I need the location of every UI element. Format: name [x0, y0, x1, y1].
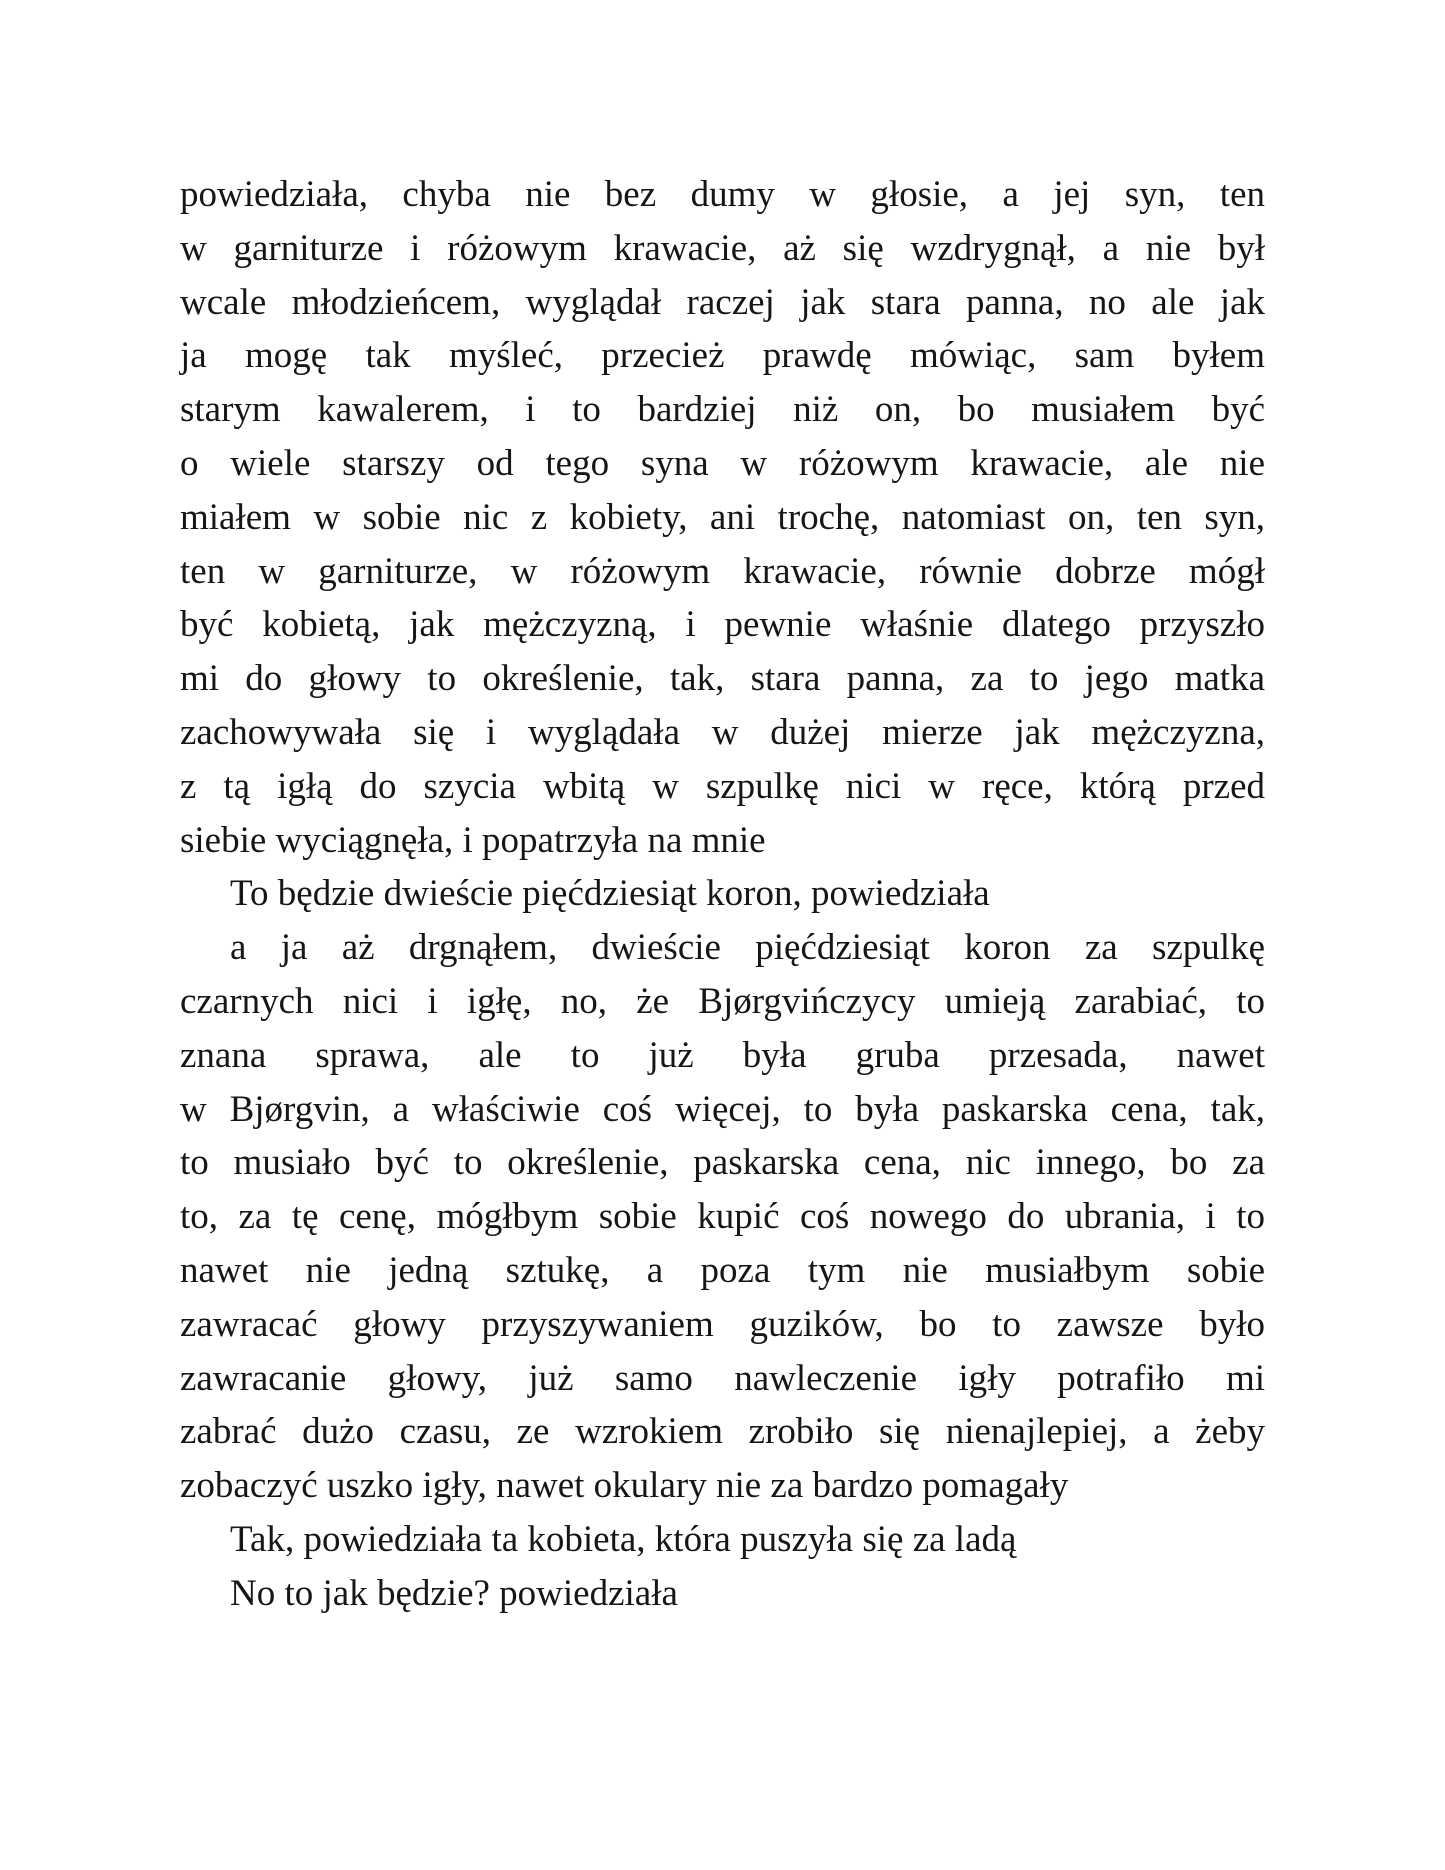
text-line-3: wcale młodzieńcem, wyglądał raczej jak stara panna, no ale jak — [180, 281, 1265, 323]
text-line-1: powiedziała, chyba nie bez dumy w głosie, a jej syn, ten — [180, 174, 1265, 215]
text-line-12: z tą igłą do szycia wbitą w szpulkę nici w ręce, którą przed — [180, 765, 1265, 807]
text-line-20: to, za tę cenę, mógłbym sobie kupić coś nowego do ubrania, i to — [180, 1196, 1265, 1238]
text-line-24: zabrać dużo czasu, ze wzrokiem zrobiło się nienajlepiej, a żeby — [180, 1411, 1265, 1453]
text-line-10: mi do głowy to określenie, tak, stara panna, za to jego matka — [180, 658, 1265, 700]
text-line-17: znana sprawa, ale to już była gruba przesada, nawet — [180, 1034, 1265, 1076]
body-text — [180, 168, 1265, 1621]
text-line-14: To będzie dwieście pięćdziesiąt koron, powiedziała — [230, 873, 990, 915]
text-line-22: zawracać głowy przyszywaniem guzików, bo to zawsze było — [180, 1303, 1265, 1345]
text-line-26: Tak, powiedziała ta kobieta, która puszyła się za ladą — [230, 1518, 1017, 1560]
text-line-23: zawracanie głowy, już samo nawleczenie igły potrafiło mi — [180, 1357, 1265, 1399]
text-line-9: być kobietą, jak mężczyzną, i pewnie właśnie dlatego przyszło — [180, 604, 1265, 646]
text-line-8: ten w garniturze, w różowym krawacie, równie dobrze mógł — [180, 550, 1265, 592]
text-line-18: w Bjørgvin, a właściwie coś więcej, to była paskarska cena, tak, — [180, 1088, 1265, 1130]
text-line-6: o wiele starszy od tego syna w różowym krawacie, ale nie — [180, 442, 1265, 484]
text-line-7: miałem w sobie nic z kobiety, ani trochę, natomiast on, ten syn, — [180, 496, 1265, 538]
text-line-4: ja mogę tak myśleć, przecież prawdę mówiąc, sam byłem — [180, 335, 1265, 377]
text-line-27: No to jak będzie? powiedziała — [230, 1572, 678, 1614]
text-line-15: a ja aż drgnąłem, dwieście pięćdziesiąt koron za szpulkę — [230, 927, 1265, 969]
text-line-11: zachowywała się i wyglądała w dużej mierze jak mężczyzna, — [180, 711, 1265, 753]
text-line-2: w garniturze i różowym krawacie, aż się wzdrygnął, a nie był — [180, 227, 1265, 269]
text-line-21: nawet nie jedną sztukę, a poza tym nie musiałbym sobie — [180, 1249, 1265, 1291]
text-line-19: to musiało być to określenie, paskarska cena, nic innego, bo za — [180, 1142, 1265, 1184]
text-line-5: starym kawalerem, i to bardziej niż on, bo musiałem być — [180, 389, 1265, 431]
text-line-16: czarnych nici i igłę, no, że Bjørgvińczycy umieją zarabiać, to — [180, 980, 1265, 1022]
text-line-13: siebie wyciągnęła, i popatrzyła na mnie — [180, 819, 766, 861]
text-line-25: zobaczyć uszko igły, nawet okulary nie za bardzo pomagały — [180, 1465, 1069, 1507]
